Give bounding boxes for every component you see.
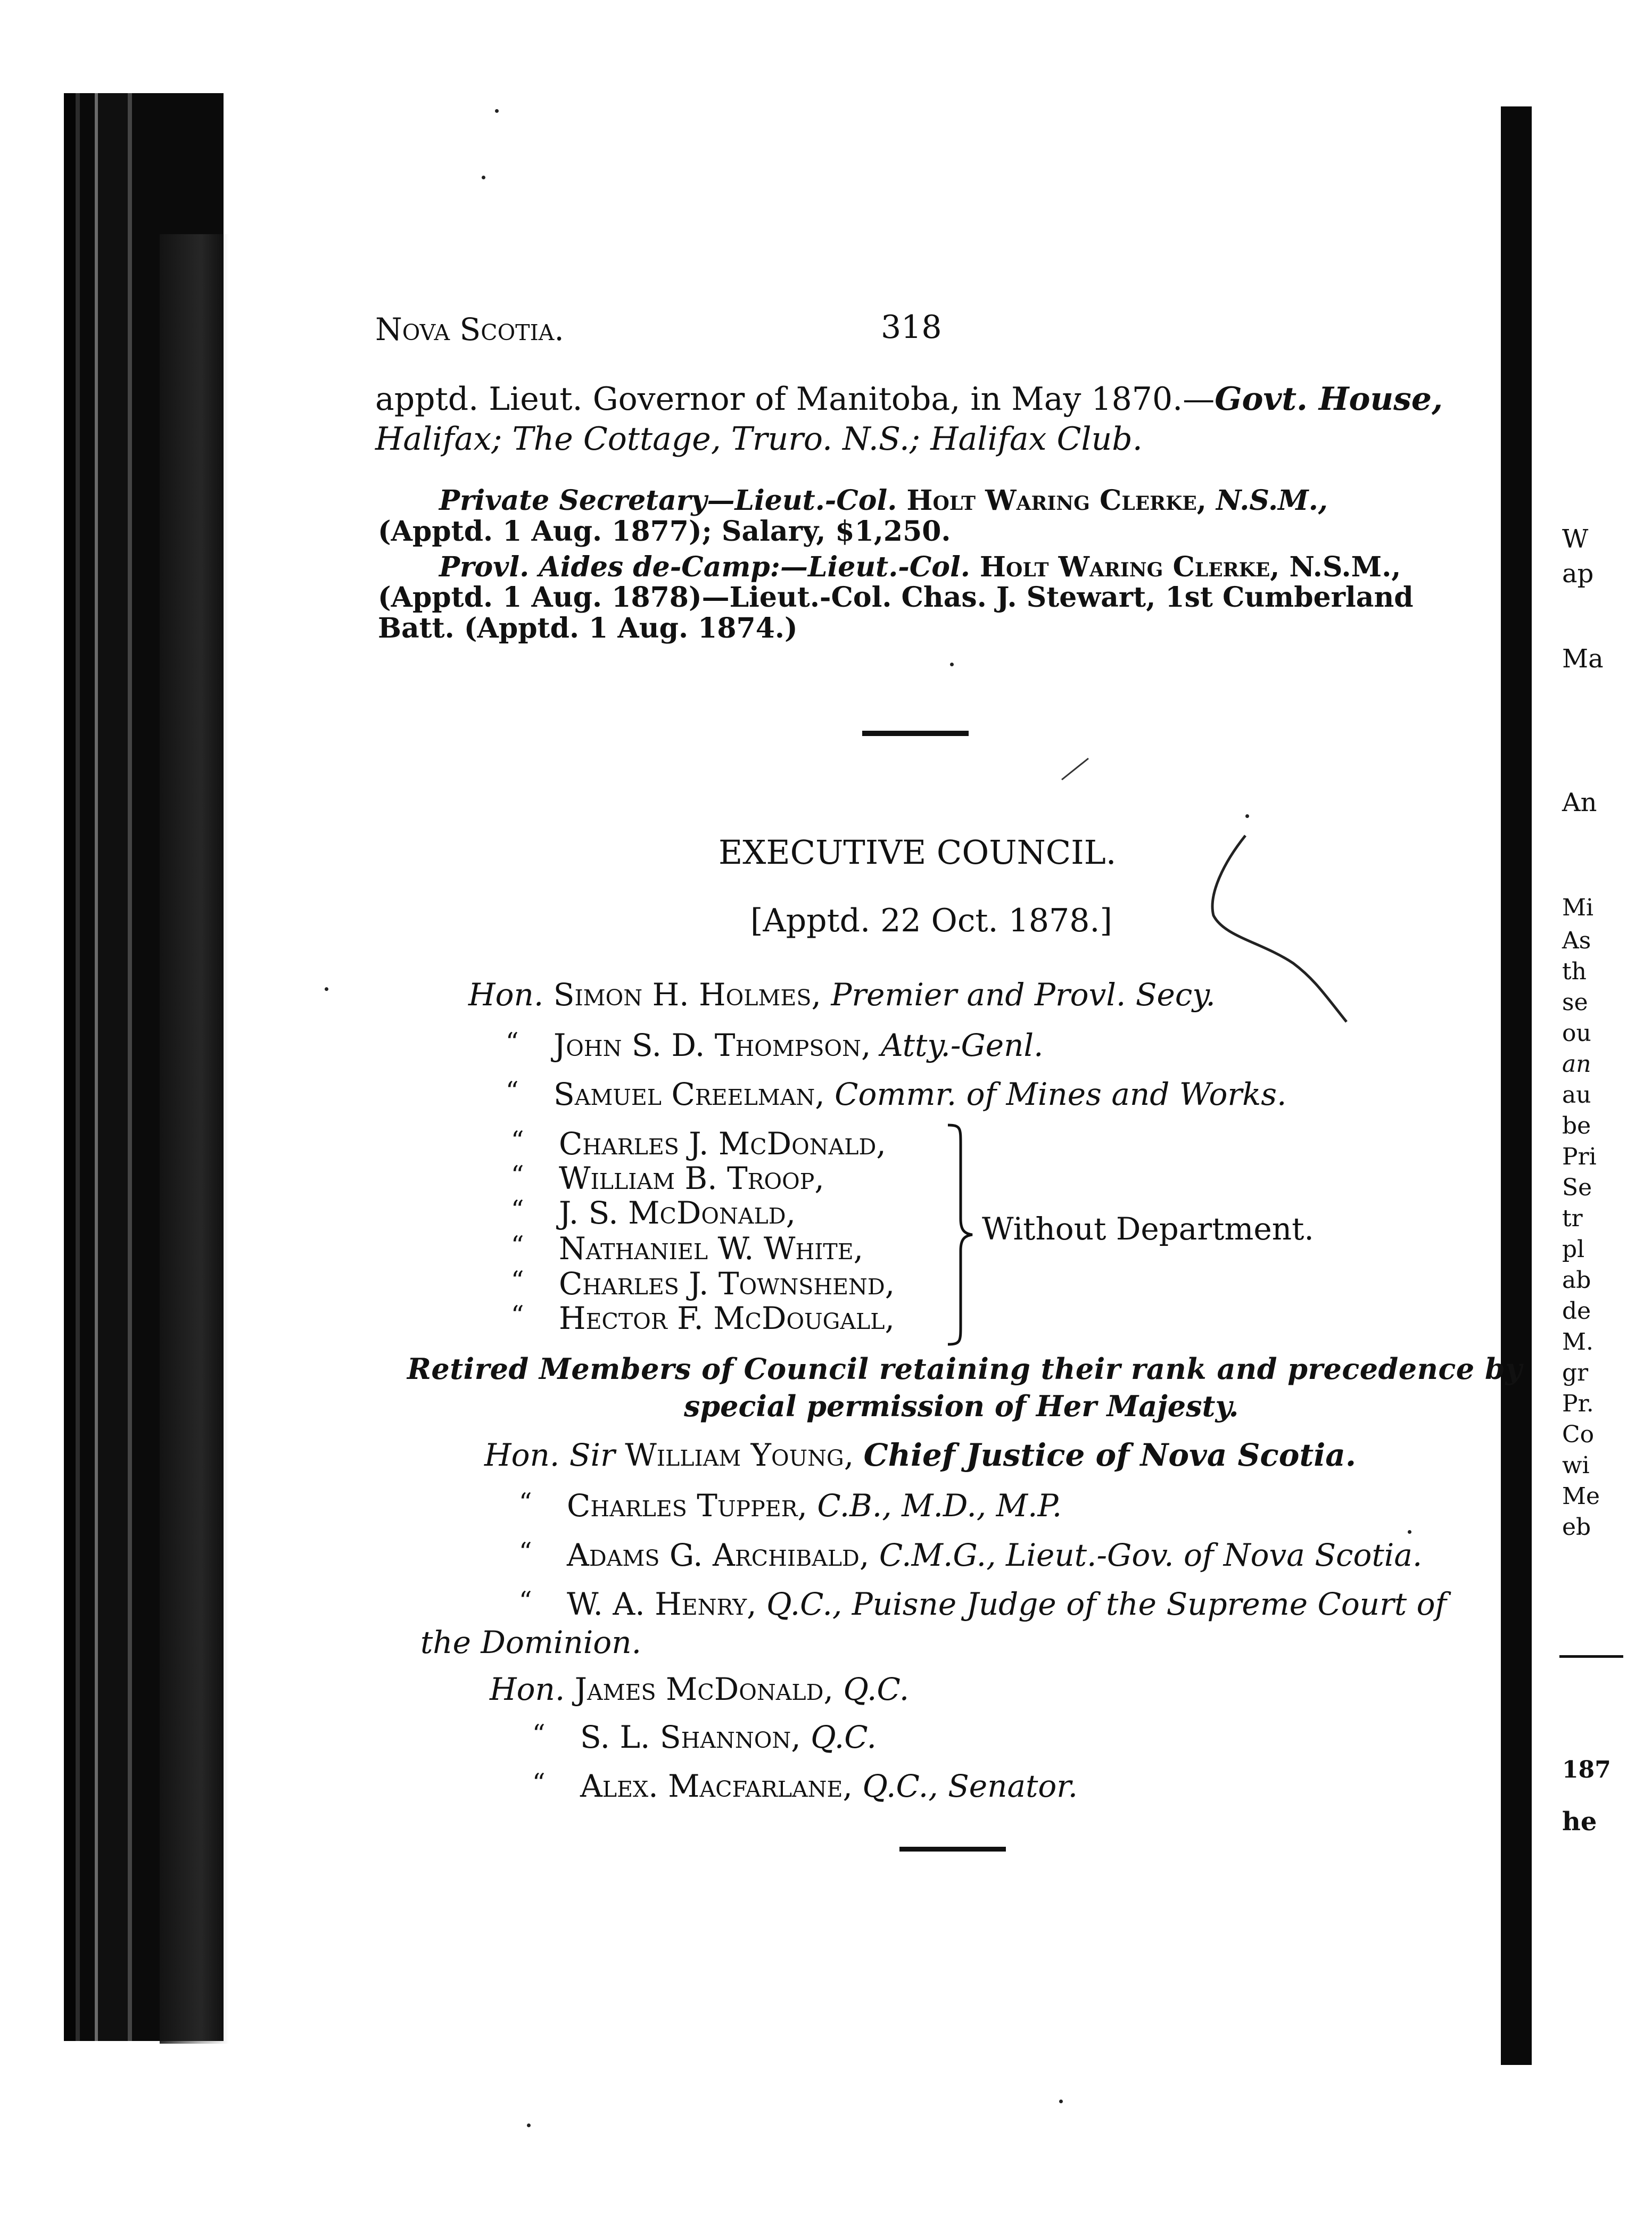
facing-page-fragment: de (1562, 1298, 1591, 1325)
facing-page-fragment: Me (1562, 1483, 1600, 1510)
member-office: Q.C., Puisne Judge of the Supreme Court of (766, 1586, 1447, 1622)
retired-heading-line-1: Retired Members of Council retaining their rank and precedence by (407, 1352, 1523, 1386)
retired-member-young (484, 1437, 1356, 1473)
member-name: Charles J. McDonald, (559, 1126, 886, 1162)
facing-page-fragment: Mi (1562, 894, 1594, 921)
member-without-department (511, 1266, 895, 1302)
member-office: Q.C., Senator. (862, 1768, 1078, 1804)
speck (495, 109, 499, 113)
running-title: Nova Scotia. (375, 311, 564, 348)
speck (527, 2123, 531, 2127)
governor-line-1-address: Govt. House, (1215, 381, 1443, 418)
private-secretary-post: N.S.M., (1216, 484, 1328, 517)
aides-line-2: (Apptd. 1 Aug. 1878)—Lieut.-Col. Chas. J. Stewart, 1st Cumberland (378, 581, 1414, 614)
private-secretary-detail: (Apptd. 1 Aug. 1877); Salary, $1,250. (378, 515, 951, 548)
facing-page-fragment: 187 (1562, 1756, 1611, 1783)
facing-page-fragment: Se (1562, 1174, 1592, 1201)
hon-prefix: Hon. (484, 1437, 560, 1473)
pencil-mark (1187, 830, 1378, 1032)
ditto-mark: “ (519, 1537, 532, 1567)
member-name: Charles J. Townshend, (559, 1266, 895, 1302)
facing-page-fragment: Co (1562, 1421, 1595, 1448)
member-without-department (511, 1230, 864, 1267)
member-without-department (511, 1126, 886, 1162)
section-rule (899, 1847, 1006, 1852)
hon-prefix: Hon. (490, 1671, 565, 1707)
facing-page-fragment: pl (1562, 1236, 1585, 1263)
private-secretary-name: Holt Waring Clerke, (906, 484, 1207, 517)
member-attorney (506, 1027, 1044, 1063)
facing-page-fragment: W (1562, 524, 1589, 554)
without-department-label: Without Department. (982, 1211, 1314, 1247)
page-number: 318 (881, 309, 942, 346)
retired-member-henry-cont: the Dominion. (420, 1624, 642, 1660)
ditto-mark: “ (519, 1586, 532, 1616)
member-office: C.B., M.D., M.P. (817, 1488, 1062, 1524)
ditto-mark: “ (511, 1266, 524, 1295)
speck (1408, 1530, 1411, 1534)
ditto-mark: “ (519, 1488, 532, 1517)
member-name: James McDonald, (574, 1671, 833, 1707)
governor-line-2: Halifax; The Cottage, Truro. N.S.; Halifax Club. (375, 420, 1143, 458)
retired-heading-line-2: special permission of Her Majesty. (684, 1389, 1239, 1423)
speck (950, 663, 954, 666)
facing-page-fragment: an (1562, 1051, 1591, 1078)
ditto-mark: “ (532, 1768, 546, 1798)
facing-page-fragment: As (1562, 927, 1591, 954)
member-name: Alex. Macfarlane, (580, 1768, 853, 1804)
member-name: Nathaniel W. White, (559, 1230, 864, 1267)
speck (482, 176, 485, 179)
facing-page-fragment: M. (1562, 1328, 1594, 1356)
facing-page-fragment: wi (1562, 1452, 1590, 1479)
member-office: Atty.-Genl. (880, 1027, 1044, 1063)
ditto-mark: “ (532, 1719, 546, 1749)
ditto-mark: “ (511, 1160, 524, 1190)
facing-page-fragment: he (1562, 1807, 1597, 1837)
facing-page-fragment: ou (1562, 1020, 1591, 1047)
member-name: William B. Troop, (559, 1160, 824, 1196)
retired-member-macfarlane (532, 1768, 1078, 1804)
member-name: J. S. McDonald, (559, 1195, 796, 1231)
retired-member-tupper (519, 1488, 1062, 1524)
member-mines (506, 1076, 1287, 1112)
section-rule (862, 731, 969, 736)
member-without-department (511, 1300, 895, 1336)
retired-member-mcdonald (490, 1671, 909, 1707)
ditto-mark: “ (511, 1126, 524, 1155)
pencil-tick (1059, 756, 1091, 782)
ditto-mark: “ (511, 1195, 524, 1225)
ditto-mark: “ (511, 1230, 524, 1260)
speck (1059, 2100, 1063, 2103)
member-office: Q.C. (811, 1719, 877, 1755)
facing-page-fragment: au (1562, 1081, 1591, 1109)
member-without-department (511, 1160, 824, 1196)
member-name: Adams G. Archibald, (567, 1537, 870, 1573)
ditto-mark: “ (506, 1027, 519, 1057)
member-office: Q.C. (843, 1671, 910, 1707)
member-office: Premier and Provl. Secy. (831, 977, 1216, 1013)
right-brace (945, 1123, 977, 1346)
facing-page-fragment: eb (1562, 1514, 1591, 1541)
member-name: Charles Tupper, (567, 1488, 807, 1524)
governor-line-1 (375, 381, 1443, 418)
ditto-mark: “ (511, 1300, 524, 1330)
retired-member-shannon (532, 1719, 877, 1755)
member-office: C.M.G., Lieut.-Gov. of Nova Scotia. (879, 1537, 1423, 1573)
hon-prefix: Hon. (468, 977, 544, 1013)
facing-page-fragment: ab (1562, 1267, 1591, 1294)
facing-page-rule (1559, 1655, 1623, 1658)
sir-prefix: Sir (569, 1437, 615, 1473)
private-secretary-line (439, 484, 1328, 517)
ditto-mark: “ (506, 1076, 519, 1106)
member-name: W. A. Henry, (567, 1586, 757, 1622)
aides-line-3: Batt. (Apptd. 1 Aug. 1874.) (378, 612, 798, 644)
facing-page-fragment: gr (1562, 1359, 1589, 1386)
governor-line-1-text: apptd. Lieut. Governor of Manitoba, in May 1870.— (375, 381, 1215, 418)
aides-line-1 (439, 551, 1401, 583)
retired-member-archibald (519, 1537, 1423, 1573)
member-office: Commr. of Mines and Works. (835, 1076, 1287, 1112)
facing-page-fragment: tr (1562, 1205, 1583, 1232)
member-office: Chief Justice of Nova Scotia. (863, 1437, 1357, 1473)
speck (1245, 814, 1249, 818)
council-heading: EXECUTIVE COUNCIL. (718, 833, 1117, 872)
member-name: S. L. Shannon, (580, 1719, 801, 1755)
speck (325, 987, 328, 991)
member-name: William Young, (625, 1437, 854, 1473)
member-premier (468, 977, 1216, 1013)
facing-page-fragment: Ma (1562, 644, 1604, 674)
facing-page-fragment: An (1562, 788, 1597, 817)
scan-left-edge-shadow (160, 234, 229, 2044)
member-name: Samuel Creelman, (554, 1076, 825, 1112)
facing-page-fragment: se (1562, 989, 1588, 1016)
facing-page-fragment: ap (1562, 559, 1594, 589)
member-name: Hector F. McDougall, (559, 1300, 895, 1336)
member-name: Simon H. Holmes, (553, 977, 821, 1013)
aides-name: Holt Waring Clerke, N.S.M., (979, 551, 1401, 583)
scan-right-gutter-bar (1501, 106, 1532, 2065)
member-without-department (511, 1195, 796, 1231)
facing-page-fragment: Pri (1562, 1143, 1597, 1170)
facing-page-fragment: th (1562, 958, 1587, 985)
facing-page-fragment: Pr. (1562, 1390, 1594, 1417)
private-secretary-label: Private Secretary—Lieut.-Col. (439, 484, 897, 517)
retired-member-henry (519, 1586, 1447, 1622)
member-name: John S. D. Thompson, (554, 1027, 871, 1063)
council-date: [Apptd. 22 Oct. 1878.] (750, 902, 1112, 939)
aides-label: Provl. Aides de-Camp:—Lieut.-Col. (439, 551, 970, 583)
facing-page-fragment: be (1562, 1112, 1591, 1139)
